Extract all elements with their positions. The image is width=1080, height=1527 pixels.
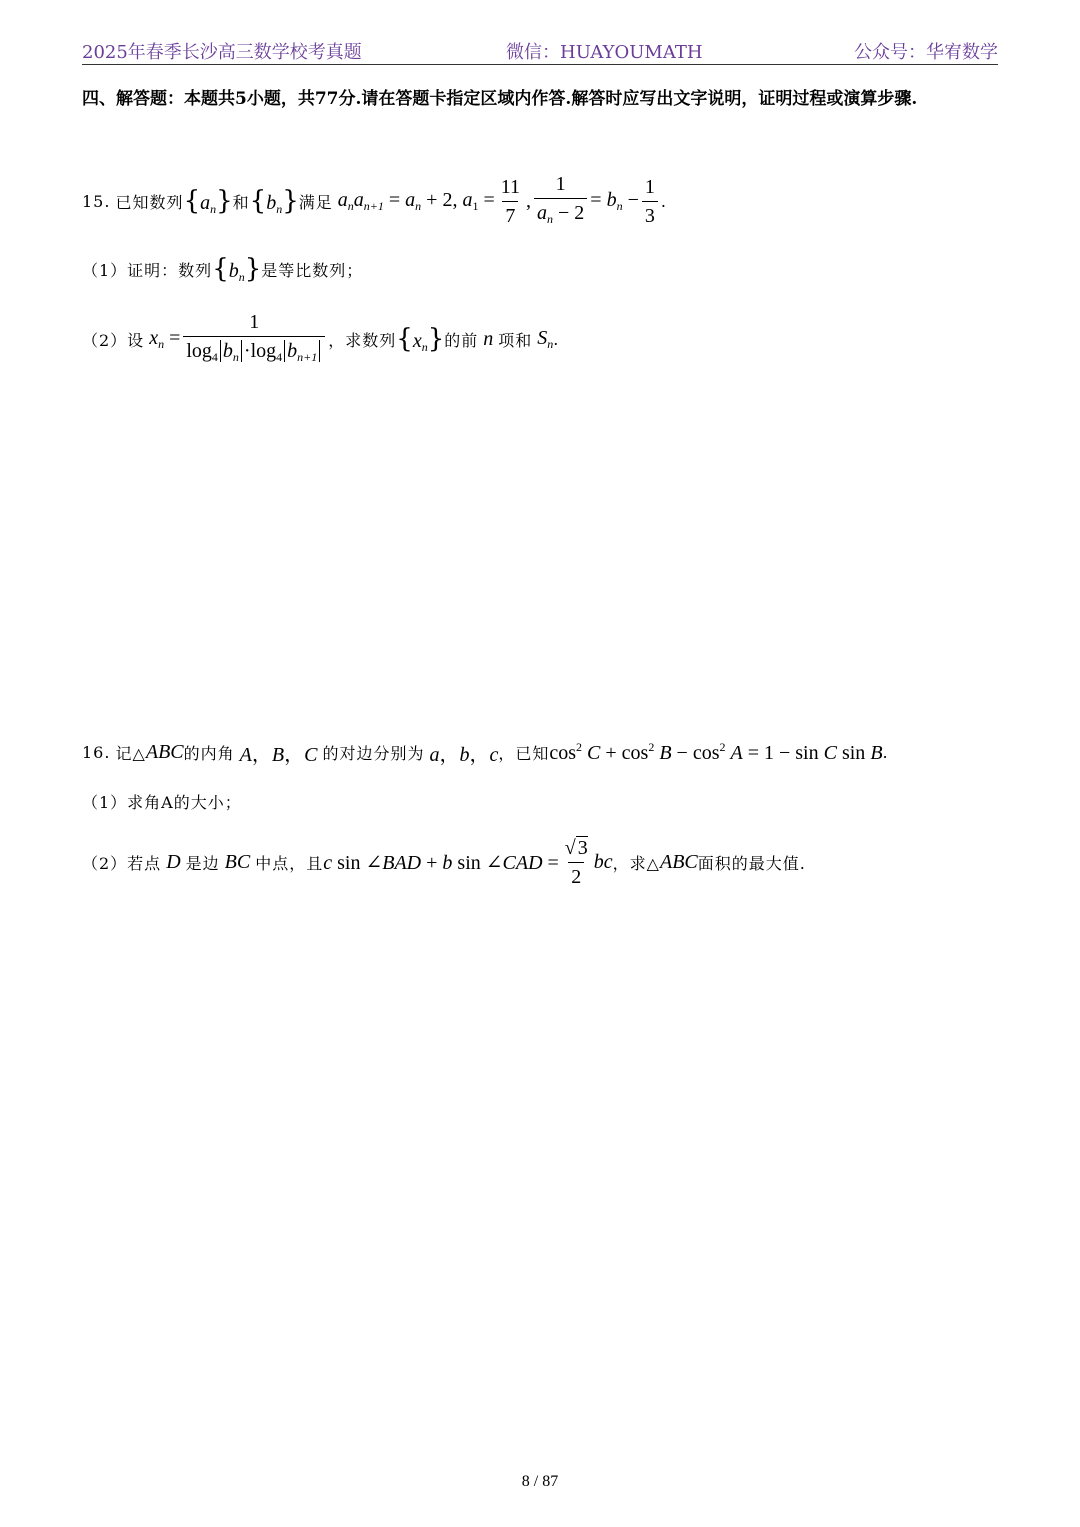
q15-stem: 15. 已知数列 $\{a_n\}$ 和 $\{b_n\}$ 满足 $a_na_{n+1} = a_n + 2$, $a_1$ = $\frac{11}{7}$ , $\frac{1}{a_n - 2}$ = $b_n$ − $\frac{1}{3}$ .: [82, 172, 667, 231]
math-seq-a: $\{a_n\}$: [183, 186, 233, 216]
math-frac-1-3: $\frac{1}{3}$: [642, 175, 658, 228]
q16-number: 16.: [82, 743, 111, 762]
q16-part2: （2）若点 D 是边 BC 中点，且 c sin ∠BAD + b sin ∠CAD = $\frac{√ 3}{2}$ bc ，求△ ABC 面积的最大值.: [82, 837, 806, 888]
q15-part1: （1）证明：数列 $\{b_n\}$ 是等比数列；: [82, 254, 364, 284]
math-frac-1-an-2: $\frac{1}{a_n - 2}$: [534, 172, 587, 231]
header-title: 2025年春季长沙高三数学校考真题: [82, 42, 362, 63]
q15-part2: （2）设 $x_n$ = $\frac{1}{\log_4 b_n \cdot\log_4 b_{n+1}}$ ，求数列 $\{x_n\}$ 的前 n 项和 $S_n$ .: [82, 310, 559, 369]
header-account: 公众号：华宥数学: [854, 42, 998, 63]
page-number: 8 / 87: [521, 1473, 559, 1490]
section-title: 四、解答题：本题共5小题，共77分.请在答题卡指定区域内作答.解答时应写出文字说明，证明过程或演算步骤.: [82, 89, 918, 109]
math-frac-11-7: $\frac{11}{7}$: [500, 176, 520, 227]
header-wechat: 微信：HUAYOUMATH: [506, 42, 703, 63]
math-seq-b: $\{b_n\}$: [249, 186, 299, 216]
q15-number: 15.: [82, 192, 111, 211]
q16-part1: （1）求角A的大小；: [82, 793, 242, 812]
q16-stem: 16. 记△ ABC 的内角 A，B，C 的对边分别为 a，b，c ，已知 $\cos^2 C + \cos^2 B - \cos^2 A = 1 - \sin C$ sin B .: [82, 740, 889, 766]
math-sin-equation: c sin ∠BAD + b sin ∠CAD =: [323, 852, 559, 874]
math-recurrence: $a_na_{n+1} = a_n + 2$, $a_1$ =: [337, 189, 495, 213]
math-frac-sqrt3-2: $\frac{√ 3}{2}$: [564, 837, 588, 888]
page-header: [82, 34, 998, 65]
math-cos-equation: $\cos^2 C + \cos^2 B - \cos^2 A = 1 - \sin C$ sin B: [549, 740, 883, 764]
math-frac-log: $\frac{1}{\log_4 b_n \cdot\log_4 b_{n+1}}$: [183, 310, 325, 369]
